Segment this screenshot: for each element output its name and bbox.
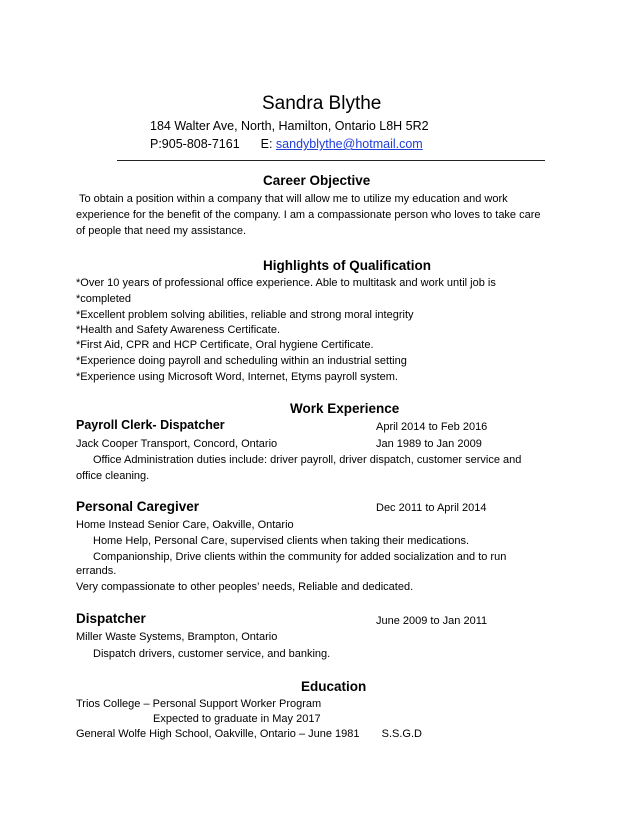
email-link[interactable]: sandyblythe@hotmail.com — [275, 137, 423, 151]
education-line-1: Trios College – Personal Support Worker Program — [76, 698, 322, 710]
address: 184 Walter Ave, North, Hamilton, Ontario L8H 5R2 — [150, 119, 429, 133]
education-line-3 — [76, 727, 422, 741]
highlight-item: *First Aid, CPR and HCP Certificate, Oral hygiene Certificate. — [76, 339, 374, 351]
job-title: Dispatcher — [76, 611, 146, 626]
job-description-line: Dispatch drivers, customer service, and banking. — [93, 648, 331, 660]
highlights-heading: Highlights of Qualification — [263, 258, 431, 273]
job-title: Payroll Clerk- Dispatcher — [76, 418, 225, 432]
phone-number: P:905-808-7161 — [150, 137, 240, 151]
job-employer: Jack Cooper Transport, Concord, Ontario — [76, 438, 278, 450]
job-description-line: Office Administration duties include: driver payroll, driver dispatch, customer service and — [93, 454, 522, 466]
highlight-item: *Excellent problem solving abilities, reliable and strong moral integrity — [76, 309, 414, 321]
job-description-line: Home Help, Personal Care, supervised clients when taking their medications. — [93, 535, 470, 547]
education-school: General Wolfe High School, Oakville, Ontario – June 1981 — [76, 728, 360, 740]
job-dates: April 2014 to Feb 2016 — [376, 421, 488, 433]
job-description-line: Companionship, Drive clients within the community for added socialization and to run — [93, 551, 507, 563]
job-description-line: errands. — [76, 565, 117, 577]
objective-line-2: experience for the benefit of the company. I am a compassionate person who loves to take care — [76, 209, 541, 221]
resume-name: Sandra Blythe — [262, 93, 382, 114]
education-diploma: S.S.G.D — [381, 728, 422, 740]
highlight-item: *Experience doing payroll and scheduling within an industrial setting — [76, 355, 407, 367]
contact-line — [150, 137, 423, 151]
highlight-item: *completed — [76, 293, 132, 305]
objective-line-3: of people that need my assistance. — [76, 225, 246, 237]
header-divider — [117, 160, 545, 161]
education-line-2: Expected to graduate in May 2017 — [153, 713, 321, 725]
education-heading: Education — [301, 679, 367, 694]
job-employer: Home Instead Senior Care, Oakville, Ontario — [76, 519, 294, 531]
highlight-item: *Health and Safety Awareness Certificate. — [76, 324, 281, 336]
highlight-item: *Experience using Microsoft Word, Internet, Etyms payroll system. — [76, 371, 398, 383]
email-label: E: — [260, 137, 273, 151]
career-objective-heading: Career Objective — [263, 173, 371, 188]
job-employer: Miller Waste Systems, Brampton, Ontario — [76, 631, 278, 643]
work-experience-heading: Work Experience — [290, 401, 400, 416]
objective-line-1: To obtain a position within a company that will allow me to utilize my education and work — [79, 193, 508, 205]
job-title: Personal Caregiver — [76, 499, 200, 514]
job-description-line: office cleaning. — [76, 470, 150, 482]
job-description-line: Very compassionate to other peoples’ needs, Reliable and dedicated. — [76, 581, 414, 593]
job-employer-dates: Jan 1989 to Jan 2009 — [376, 438, 482, 450]
job-dates: June 2009 to Jan 2011 — [376, 615, 488, 627]
highlight-item: *Over 10 years of professional office experience. Able to multitask and work until job is — [76, 277, 496, 289]
job-dates: Dec 2011 to April 2014 — [376, 502, 487, 514]
